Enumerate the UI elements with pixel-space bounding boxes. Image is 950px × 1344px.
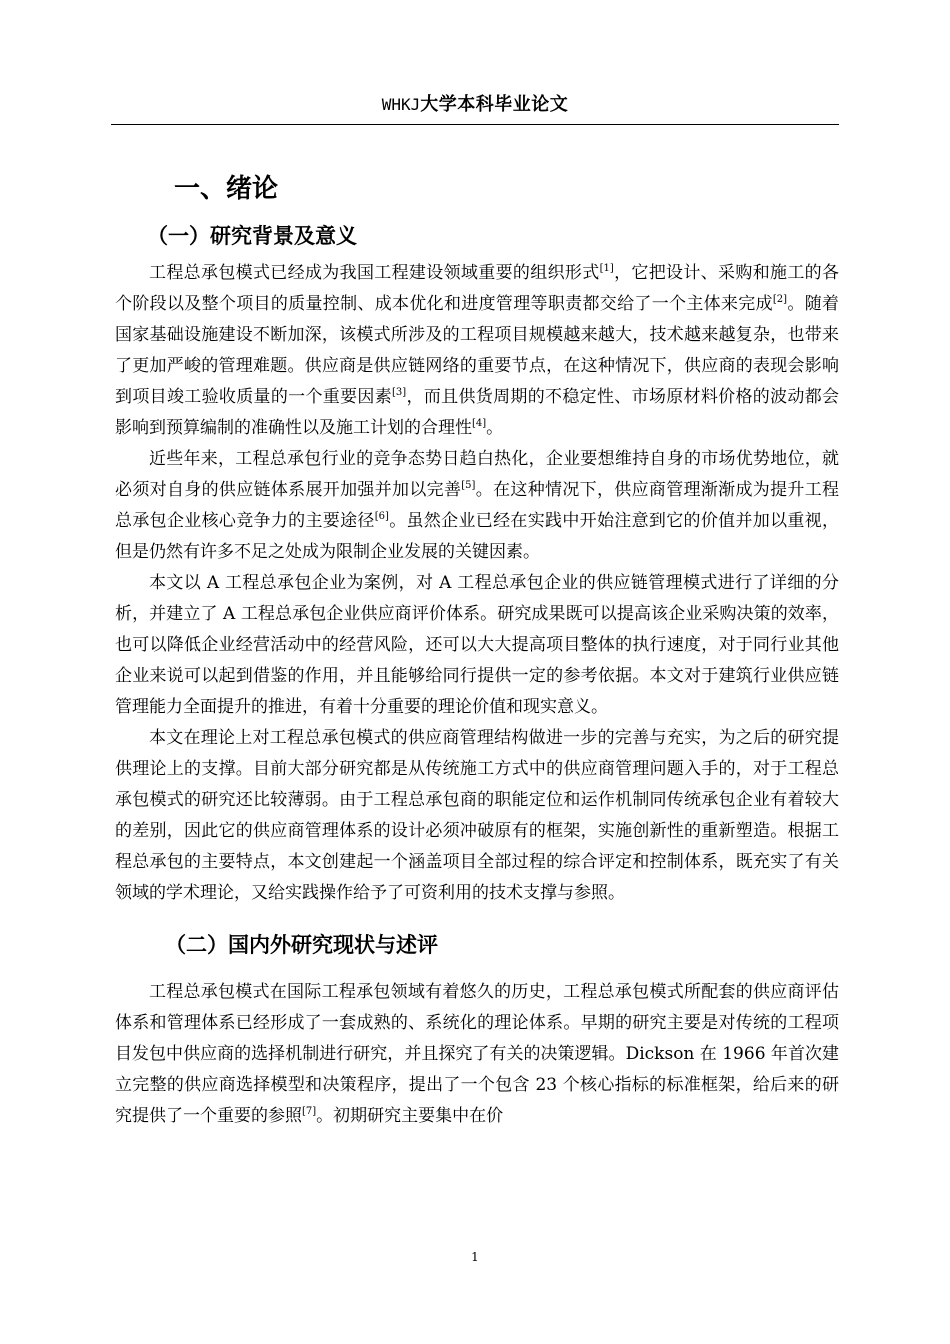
header-university-code: WHKJ <box>381 95 421 114</box>
paragraph-background-2: 近些年来，工程总承包行业的竞争态势日趋白热化，企业要想维持自身的市场优势地位，就必须对自身的供应链体系展开加强并加以完善[5]。在这种情况下，供应商管理渐渐成为提升工程总承包企业核心竞争力的主要途径[6]。虽然企业已经在实践中开始注意到它的价值并加以重视，但是仍然有许多不足之处成为限制企业发展的关键因素。 <box>115 449 840 562</box>
citation-ref-4: [4] <box>472 418 487 429</box>
paragraph-research-status-1: 工程总承包模式在国际工程承包领域有着悠久的历史，工程总承包模式所配套的供应商评估体系和管理体系已经形成了一套成熟的、系统化的理论体系。早期的研究主要是对传统的工程项目发包中供应商的选择机制进行研究，并且探究了有关的决策逻辑。Dickson 在 1966 年首次建立完整的供应商选择模型和决策程序，提出了一个包含 23 个核心指标的标准框架，给后来的研究提供了一个重要的参照[7]。初期研究主要集中在价 <box>115 982 839 1126</box>
page-number: 1 <box>471 1250 479 1264</box>
paragraph-background-1: 工程总承包模式已经成为我国工程建设领域重要的组织形式[1]，它把设计、采购和施工的各个阶段以及整个项目的质量控制、成本优化和进度管理等职责都交给了一个主体来完成[2]。随着国家基础设施建设不断加深，该模式所涉及的工程项目规模越来越大，技术越来越复杂，也带来了更加严峻的管理难题。供应商是供应链网络的重要节点，在这种情况下，供应商的表现会影响到项目竣工验收质量的一个重要因素[3]，而且供货周期的不稳定性、市场原材料价格的波动都会影响到预算编制的准确性以及施工计划的合理性[4]。 <box>115 263 840 438</box>
paragraph-background-3: 本文以 A 工程总承包企业为案例，对 A 工程总承包企业的供应链管理模式进行了详细的分析，并建立了 A 工程总承包企业供应商评价体系。研究成果既可以提高该企业采购决策的效率，也可以降低企业经营活动中的经营风险，还可以大大提高项目整体的执行速度，对于同行业其他企业来说可以起到借鉴的作用，并且能够给同行提供一定的参考依据。本文对于建筑行业供应链管理能力全面提升的推进，有着十分重要的理论价值和现实意义。 <box>115 573 839 717</box>
citation-ref-7: [7] <box>302 1106 317 1117</box>
section-heading-research-status: （二）国内外研究现状与述评 <box>165 933 438 957</box>
header-title: 大学本科毕业论文 <box>420 94 569 115</box>
citation-ref-2: [2] <box>772 294 788 305</box>
citation-ref-6: [6] <box>374 511 389 522</box>
header-rule <box>111 124 839 125</box>
citation-ref-3: [3] <box>392 387 407 398</box>
body-text <box>115 164 839 1132</box>
running-header <box>111 92 839 118</box>
section-heading-background: （一）研究背景及意义 <box>147 224 357 248</box>
citation-ref-1: [1] <box>599 263 614 274</box>
chapter-title: 一、绪论 <box>174 174 279 204</box>
paragraph-background-4: 本文在理论上对工程总承包模式的供应商管理结构做进一步的完善与充实，为之后的研究提供理论上的支撑。目前大部分研究都是从传统施工方式中的供应商管理问题入手的，对于工程总承包模式的研究还比较薄弱。由于工程总承包商的职能定位和运作机制同传统承包企业有着较大的差别，因此它的供应商管理体系的设计必须冲破原有的框架，实施创新性的重新塑造。根据工程总承包的主要特点，本文创建起一个涵盖项目全部过程的综合评定和控制体系，既充实了有关领域的学术理论，又给实践操作给予了可资利用的技术支撑与参照。 <box>115 728 839 903</box>
citation-ref-5: [5] <box>461 480 476 491</box>
